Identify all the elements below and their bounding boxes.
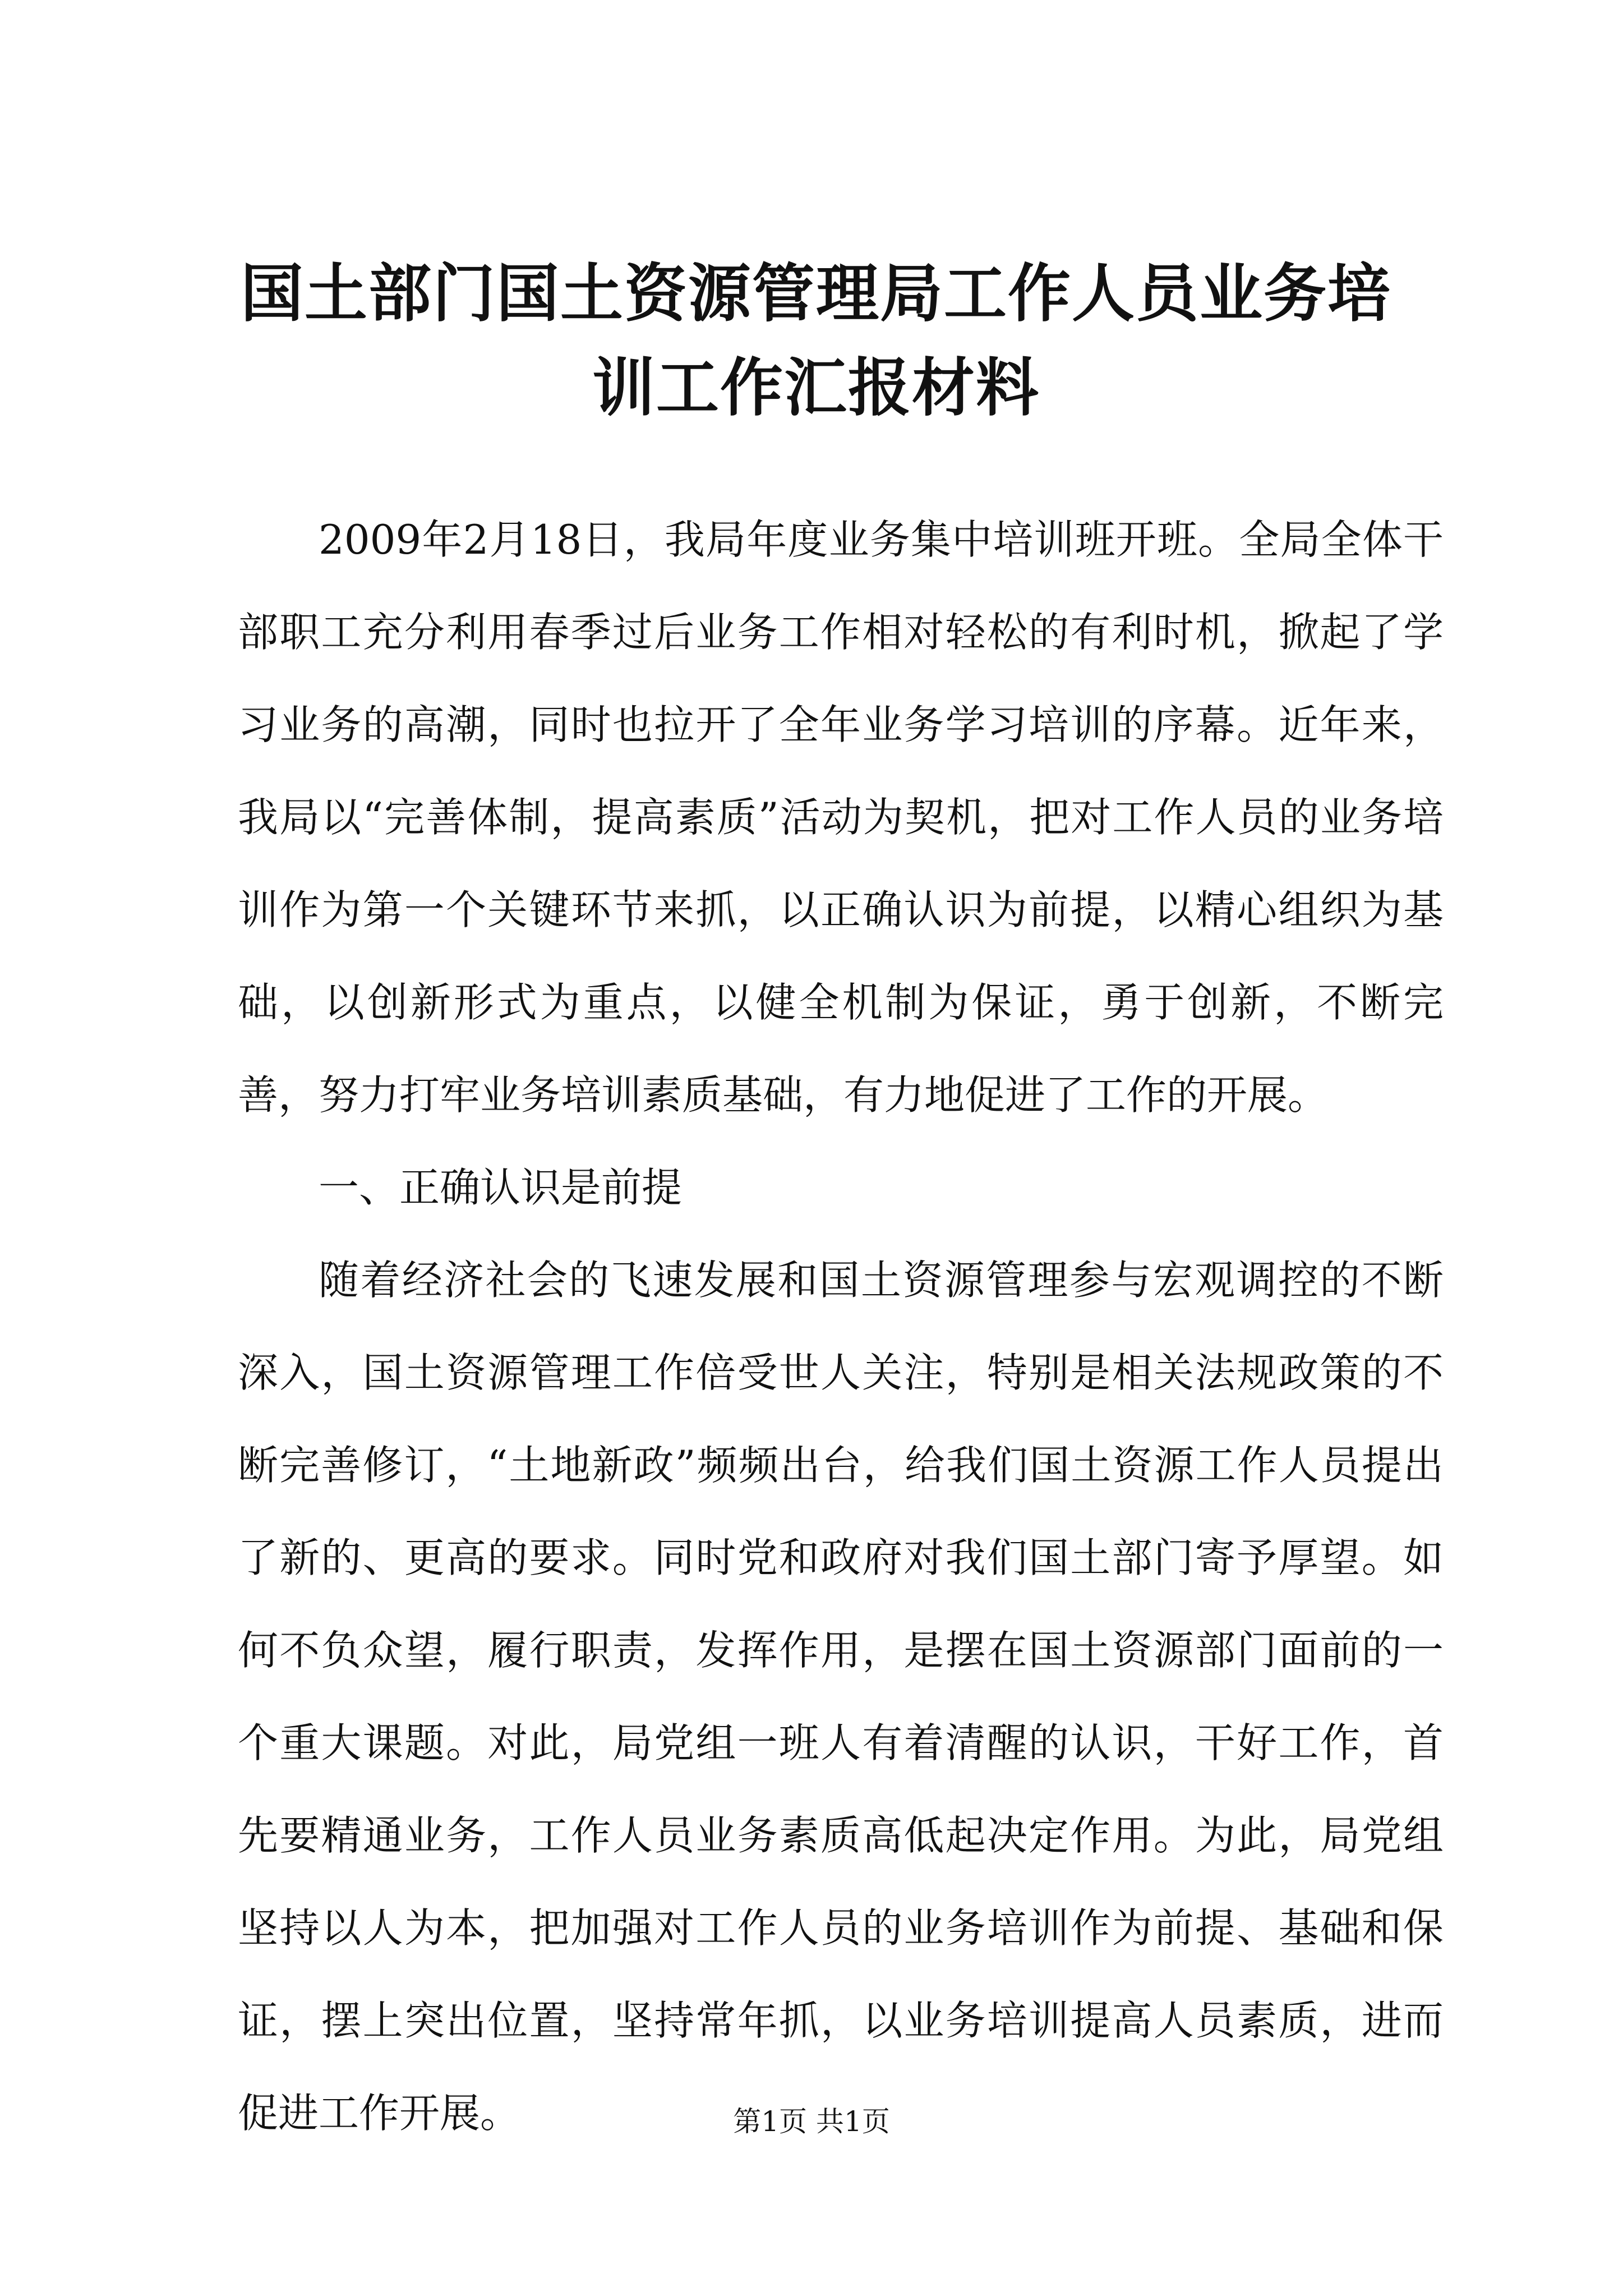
section-1-paragraph: 随着经济社会的飞速发展和国土资源管理参与宏观调控的不断深入，国土资源管理工作倍受世人关注，特别是相关法规政策的不断完善修订，“土地新政”频频出台，给我们国土资源工作人员提出了新的、更高的要求。同时党和政府对我们国土部门寄予厚望。如何不负众望，履行职责，发挥作用，是摆在国土资源部门面前的一个重大课题。对此，局党组一班人有着清醒的认识，干好工作，首先要精通业务，工作人员业务素质高低起决定作用。为此，局党组坚持以人为本，把加强对工作人员的业务培训作为前提、基础和保证，摆上突出位置，坚持常年抓，以业务培训提高人员素质，进而促进工作开展。 — [238, 1257, 1444, 2137]
intro-paragraph: 2009年2月18日，我局年度业务集中培训班开班。全局全体干部职工充分利用春季过后业务工作相对轻松的有利时机，掀起了学习业务的高潮，同时也拉开了全年业务学习培训的序幕。近年来，我局以“完善体制，提高素质”活动为契机，把对工作人员的业务培训作为第一个关键环节来抓，以正确认识为前提，以精心组织为基础，以创新形式为重点，以健全机制为保证，勇于创新，不断完善，努力打牢业务培训素质基础，有力地促进了工作的开展。 — [238, 516, 1444, 1119]
page-footer: 第1页 共1页 — [733, 2105, 890, 2138]
document-body — [238, 494, 1444, 2160]
section-heading-1: 一、正确认识是前提 — [319, 1164, 683, 1211]
document-title: 国土部门国土资源管理局工作人员业务培训工作汇报材料 — [241, 257, 1391, 425]
